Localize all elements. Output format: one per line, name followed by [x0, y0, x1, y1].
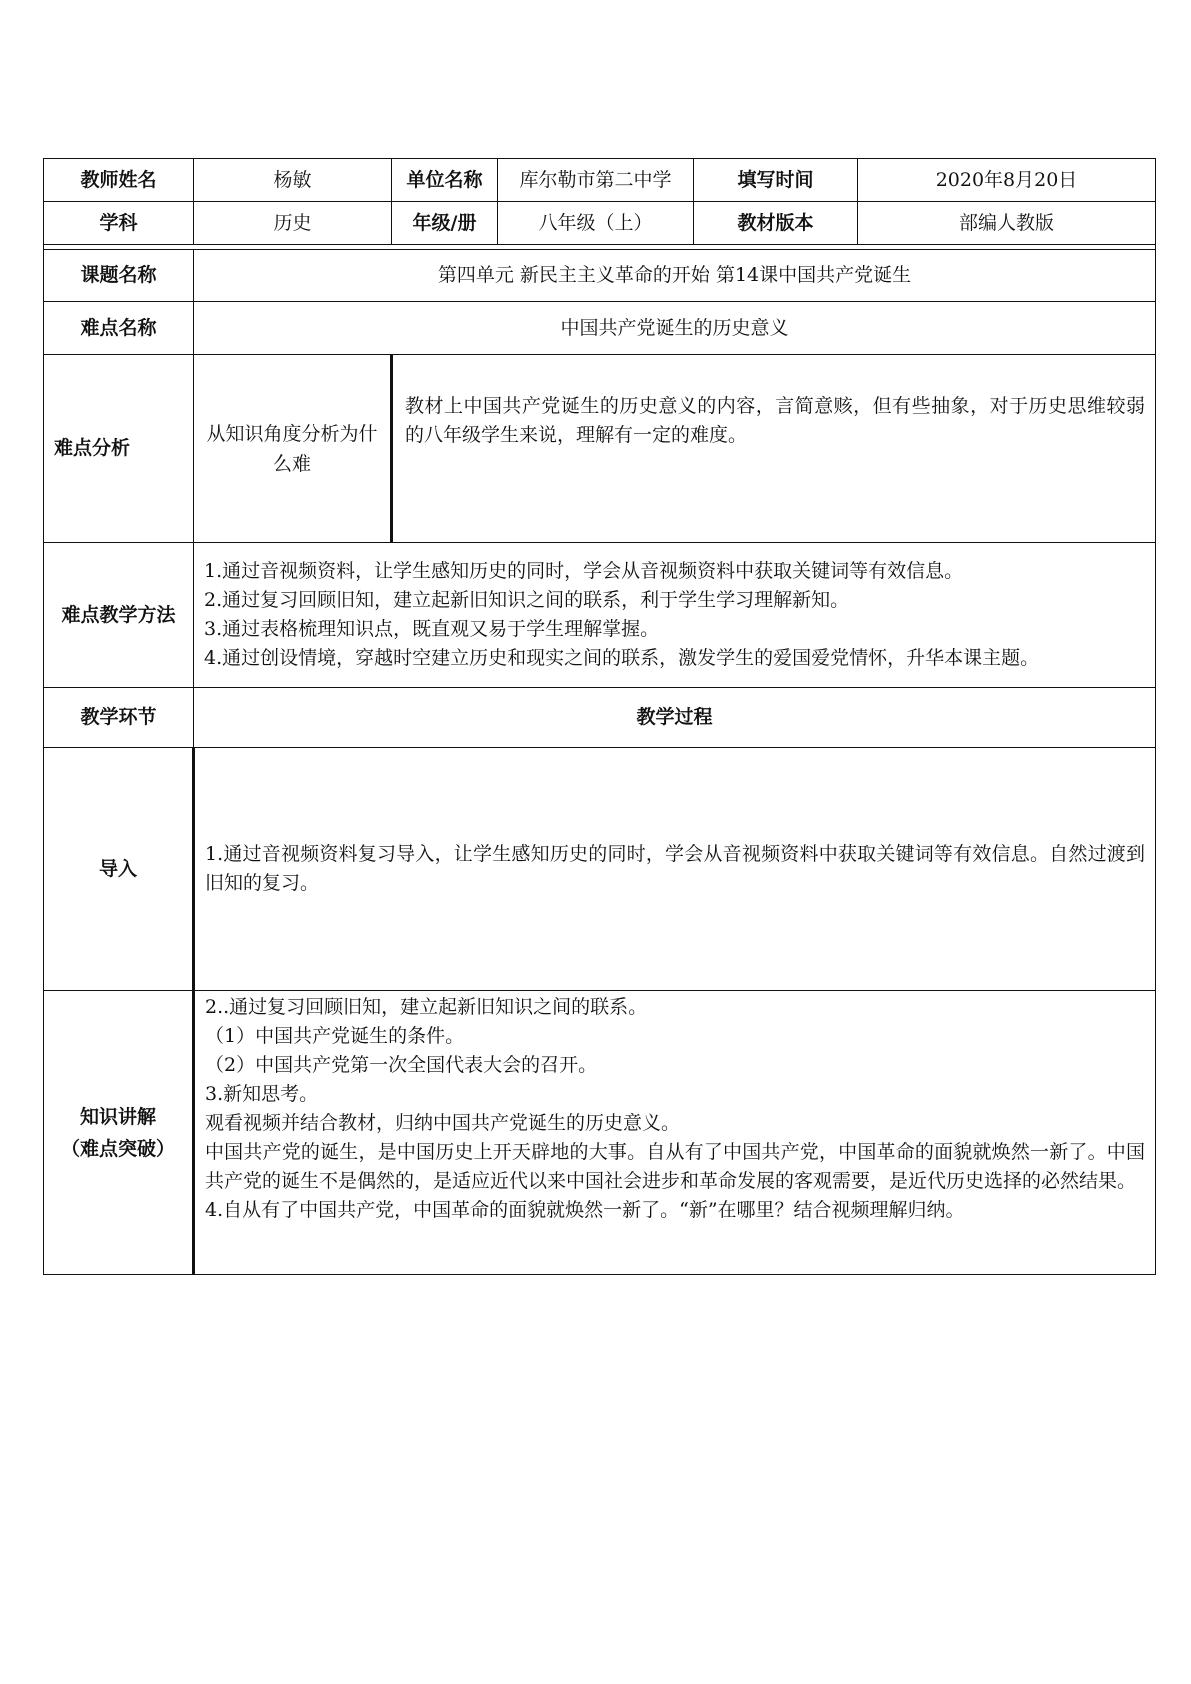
header-row-1 [44, 159, 1156, 202]
teacher-label: 教师姓名 [44, 159, 194, 202]
knowledge-line-6: 中国共产党的诞生，是中国历史上开天辟地的大事。自从有了中国共产党，中国革命的面貌就焕然一新了。中国共产党的诞生不是偶然的，是适应近代以来中国社会进步和革命发展的客观需要，是近代历史选择的必然结果。 [205, 1141, 1145, 1192]
method-row [44, 543, 1156, 688]
edition-value: 部编人教版 [858, 202, 1156, 245]
edition-label: 教材版本 [694, 202, 858, 245]
method-cell [194, 543, 1156, 688]
unit-name: 库尔勒市第二中学 [498, 159, 694, 202]
lesson-plan-form [43, 158, 1155, 1275]
knowledge-line-5: 观看视频并结合教材，归纳中国共产党诞生的历史意义。 [205, 1112, 681, 1134]
grade-label: 年级/册 [392, 202, 498, 245]
difficulty-value: 中国共产党诞生的历史意义 [194, 302, 1156, 355]
process-header: 教学过程 [194, 688, 1156, 748]
lesson-plan-table [43, 158, 1156, 1275]
knowledge-line-3: （2）中国共产党第一次全国代表大会的召开。 [205, 1054, 598, 1076]
knowledge-cell [194, 991, 1156, 1275]
analysis-row [44, 355, 1156, 543]
subject-value: 历史 [194, 202, 392, 245]
grade-value: 八年级（上） [498, 202, 694, 245]
stage-header: 教学环节 [44, 688, 194, 748]
knowledge-label-line1: 知识讲解 [79, 1105, 156, 1128]
subject-label: 学科 [44, 202, 194, 245]
knowledge-label [44, 991, 194, 1275]
knowledge-line-7: 4.自从有了中国共产党，中国革命的面貌就焕然一新了。“新”在哪里？结合视频理解归纳。 [205, 1199, 965, 1221]
date-value: 2020年8月20日 [858, 159, 1156, 202]
topic-label: 课题名称 [44, 250, 194, 302]
process-header-row [44, 688, 1156, 748]
intro-cell [194, 748, 1156, 991]
intro-label: 导入 [44, 748, 194, 991]
method-item-1: 1.通过音视频资料，让学生感知历史的同时，学会从音视频资料中获取关键词等有效信息。 [204, 560, 964, 582]
knowledge-row [44, 991, 1156, 1275]
analysis-sub-label: 从知识角度分析为什么难 [194, 355, 392, 543]
knowledge-line-2: （1）中国共产党诞生的条件。 [205, 1025, 465, 1047]
analysis-text: 教材上中国共产党诞生的历史意义的内容，言简意赅，但有些抽象，对于历史思维较弱的八年级学生来说，理解有一定的难度。 [405, 395, 1145, 446]
topic-row [44, 250, 1156, 302]
teacher-name: 杨敏 [194, 159, 392, 202]
analysis-text-cell [392, 355, 1156, 543]
date-label: 填写时间 [694, 159, 858, 202]
method-item-3: 3.通过表格梳理知识点，既直观又易于学生理解掌握。 [204, 618, 660, 640]
knowledge-line-1: 2..通过复习回顾旧知，建立起新旧知识之间的联系。 [205, 996, 648, 1018]
difficulty-label: 难点名称 [44, 302, 194, 355]
topic-value: 第四单元 新民主主义革命的开始 第14课中国共产党诞生 [194, 250, 1156, 302]
intro-text: 1.通过音视频资料复习导入，让学生感知历史的同时，学会从音视频资料中获取关键词等有效信息。自然过渡到旧知的复习。 [205, 843, 1145, 894]
method-item-2: 2.通过复习回顾旧知，建立起新旧知识之间的联系，利于学生学习理解新知。 [204, 589, 850, 611]
analysis-label: 难点分析 [44, 355, 194, 543]
unit-label: 单位名称 [392, 159, 498, 202]
method-item-4: 4.通过创设情境，穿越时空建立历史和现实之间的联系，激发学生的爱国爱党情怀，升华本课主题。 [204, 647, 1040, 669]
header-row-2 [44, 202, 1156, 245]
knowledge-line-4: 3.新知思考。 [205, 1083, 319, 1105]
method-label: 难点教学方法 [44, 543, 194, 688]
knowledge-label-line2: （难点突破） [60, 1137, 175, 1160]
difficulty-row [44, 302, 1156, 355]
intro-row [44, 748, 1156, 991]
